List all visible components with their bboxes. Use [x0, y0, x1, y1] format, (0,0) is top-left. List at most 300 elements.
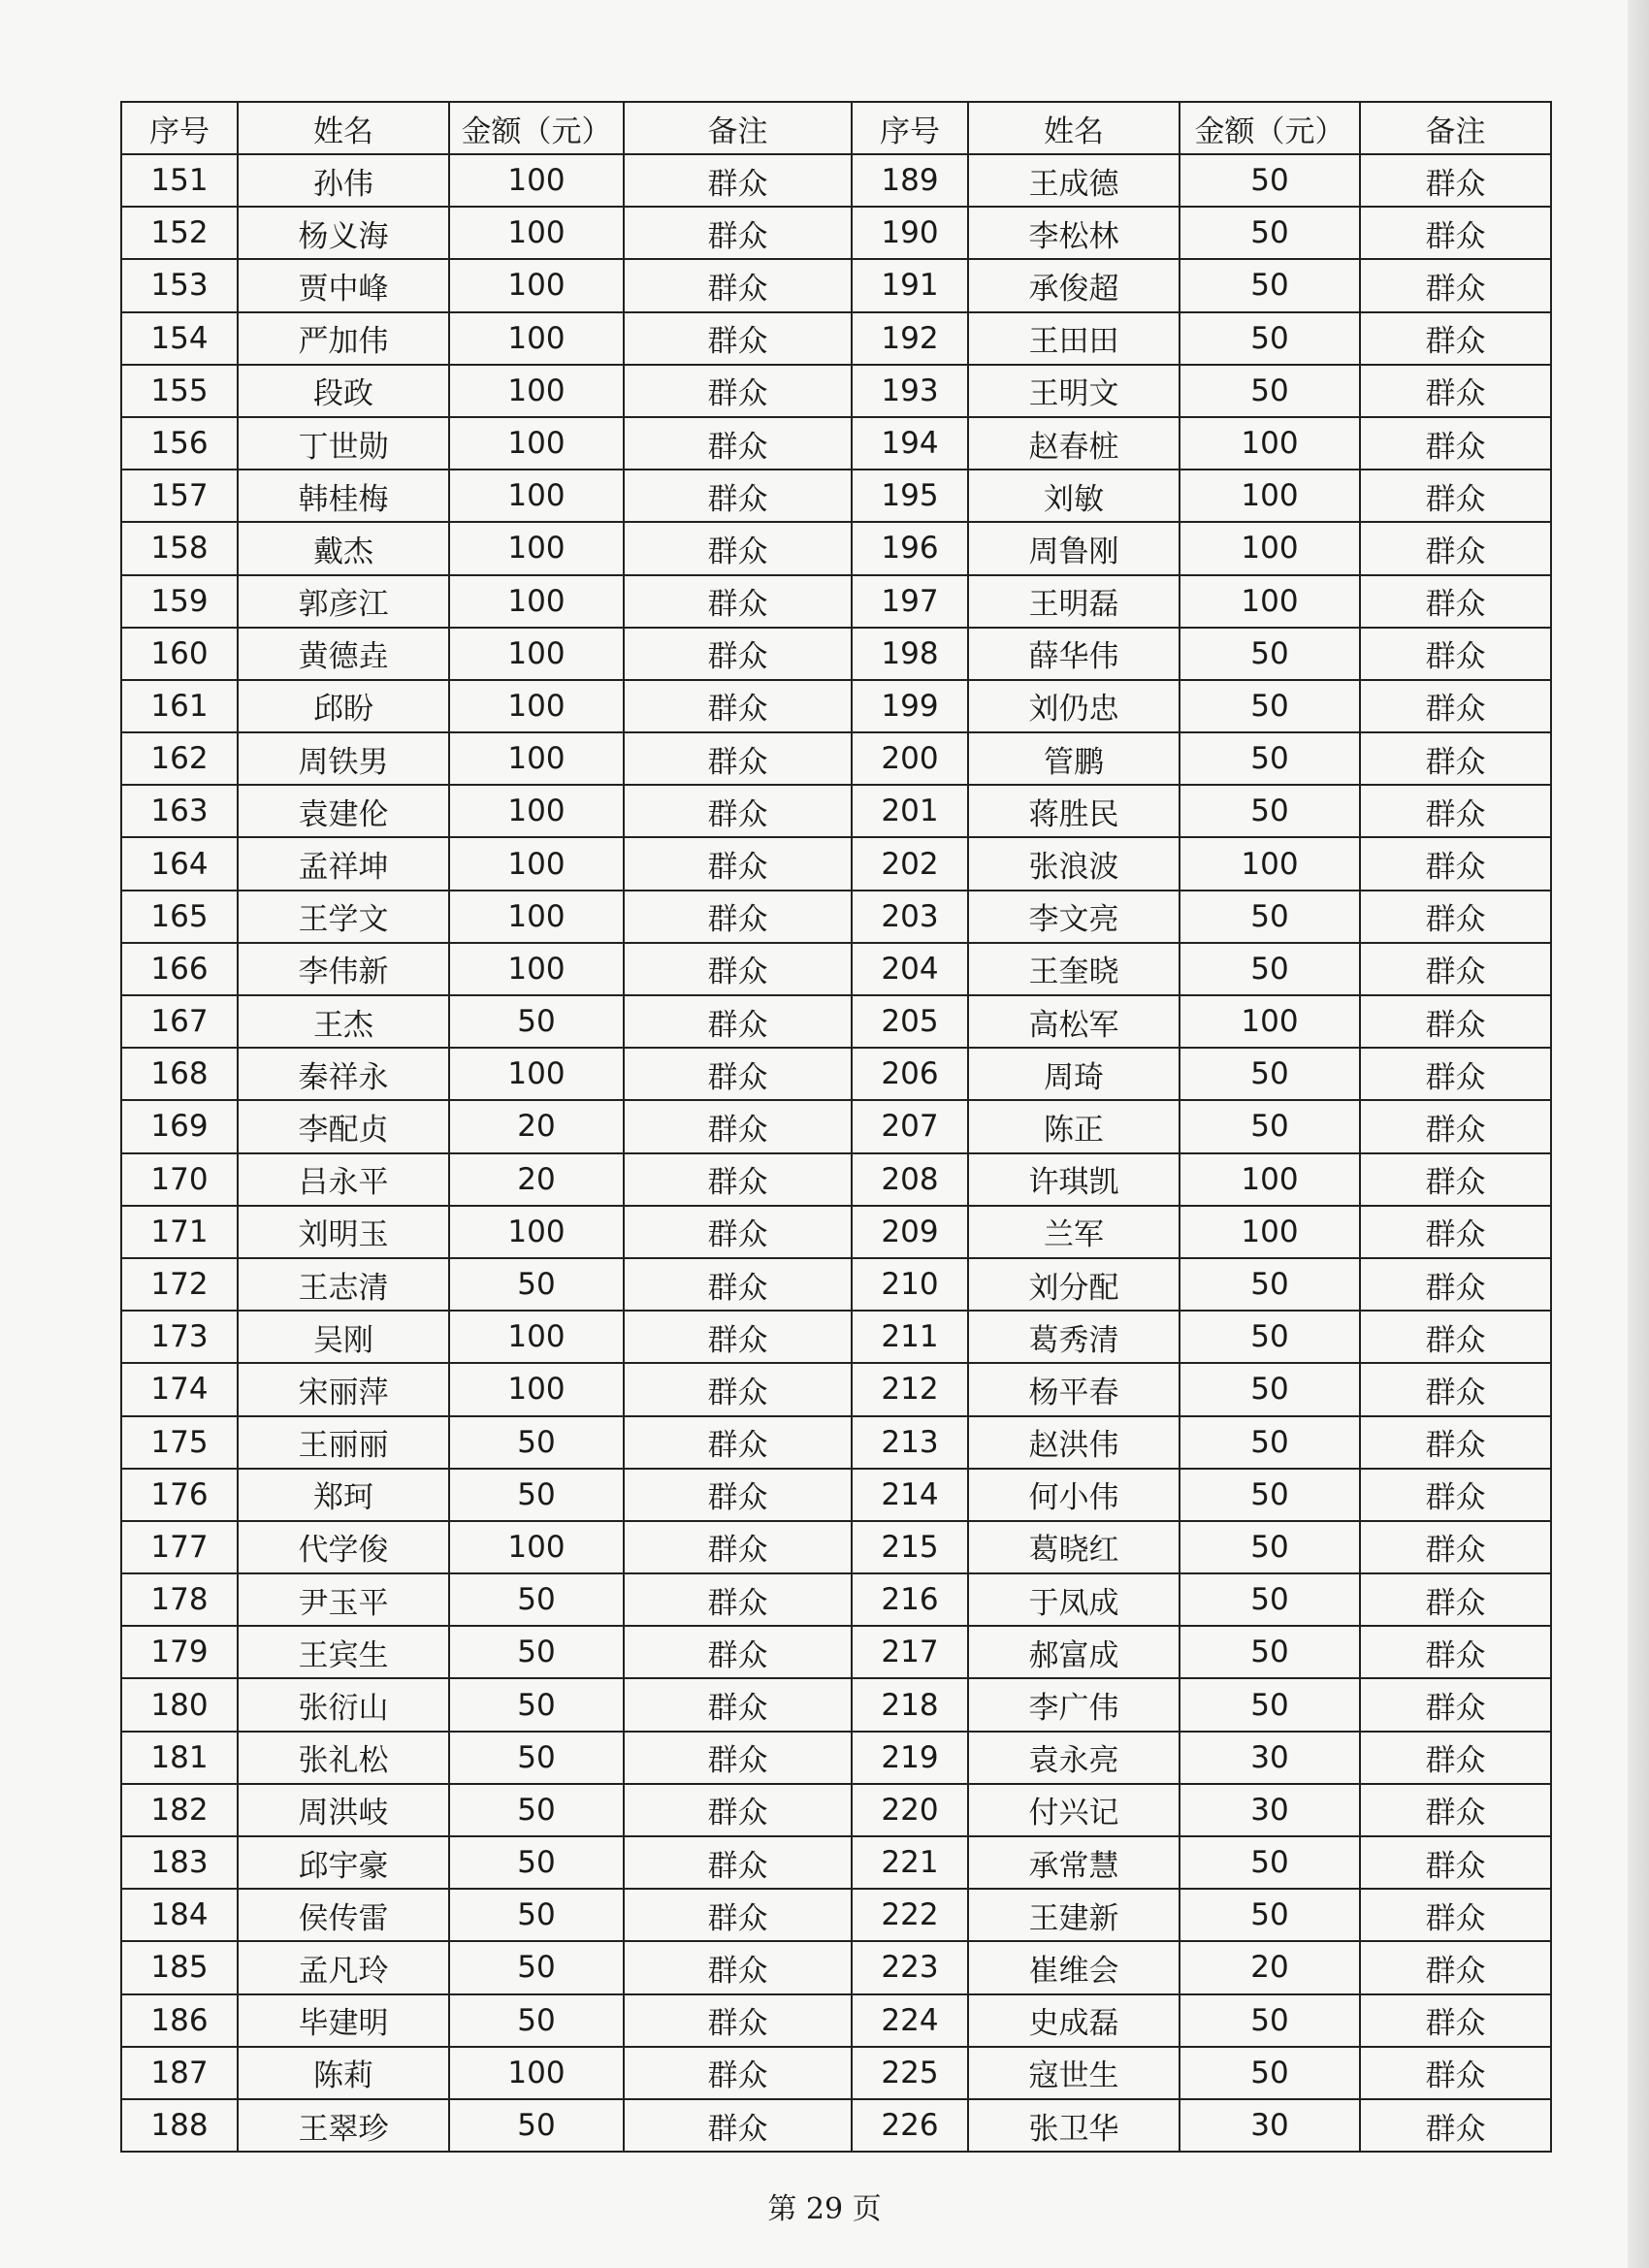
table-row — [121, 259, 1551, 311]
cell-index-left: 185 — [121, 1941, 238, 1993]
cell-name-left: 吴刚 — [238, 1311, 449, 1363]
cell-name-right: 高松军 — [968, 995, 1180, 1048]
table-row — [121, 207, 1551, 259]
cell-remark-left: 群众 — [624, 1153, 852, 1206]
cell-index-right: 207 — [852, 1100, 968, 1152]
cell-name-right: 张卫华 — [968, 2099, 1180, 2152]
cell-remark-left: 群众 — [624, 995, 852, 1048]
cell-name-left: 韩桂梅 — [238, 470, 449, 522]
cell-amount-right: 50 — [1180, 1521, 1360, 1573]
table-header-row — [121, 102, 1551, 154]
cell-name-right: 崔维会 — [968, 1941, 1180, 1993]
table-row — [121, 1521, 1551, 1573]
cell-index-right: 216 — [852, 1573, 968, 1626]
cell-name-right: 刘分配 — [968, 1258, 1180, 1311]
cell-index-left: 174 — [121, 1363, 238, 1415]
cell-remark-right: 群众 — [1360, 417, 1551, 470]
cell-name-right: 张浪波 — [968, 837, 1180, 890]
cell-amount-left: 50 — [449, 1994, 624, 2047]
cell-amount-right: 50 — [1180, 365, 1360, 417]
cell-index-right: 222 — [852, 1889, 968, 1941]
cell-remark-left: 群众 — [624, 943, 852, 995]
cell-amount-right: 50 — [1180, 1626, 1360, 1678]
cell-index-left: 157 — [121, 470, 238, 522]
cell-name-right: 王成德 — [968, 154, 1180, 207]
cell-remark-left: 群众 — [624, 2099, 852, 2152]
cell-name-right: 王田田 — [968, 312, 1180, 365]
table-row — [121, 1889, 1551, 1941]
table-row — [121, 1258, 1551, 1311]
cell-amount-left: 100 — [449, 628, 624, 680]
cell-amount-left: 100 — [449, 207, 624, 259]
cell-remark-right: 群众 — [1360, 837, 1551, 890]
cell-remark-right: 群众 — [1360, 1626, 1551, 1678]
cell-name-right: 李松林 — [968, 207, 1180, 259]
cell-index-right: 210 — [852, 1258, 968, 1311]
cell-amount-right: 50 — [1180, 1258, 1360, 1311]
cell-amount-left: 100 — [449, 1206, 624, 1258]
cell-name-left: 尹玉平 — [238, 1573, 449, 1626]
cell-index-right: 208 — [852, 1153, 968, 1206]
cell-remark-right: 群众 — [1360, 1994, 1551, 2047]
cell-name-right: 刘敏 — [968, 470, 1180, 522]
table-row — [121, 995, 1551, 1048]
table-row — [121, 943, 1551, 995]
cell-remark-right: 群众 — [1360, 1521, 1551, 1573]
cell-remark-left: 群众 — [624, 1206, 852, 1258]
table-body — [121, 154, 1551, 2152]
cell-amount-left: 50 — [449, 1416, 624, 1469]
cell-index-left: 159 — [121, 575, 238, 628]
cell-amount-right: 30 — [1180, 1732, 1360, 1784]
cell-name-left: 郭彦江 — [238, 575, 449, 628]
cell-name-right: 陈正 — [968, 1100, 1180, 1152]
cell-amount-left: 50 — [449, 1732, 624, 1784]
table-row — [121, 1100, 1551, 1152]
cell-name-left: 王杰 — [238, 995, 449, 1048]
cell-amount-right: 50 — [1180, 628, 1360, 680]
cell-index-right: 191 — [852, 259, 968, 311]
cell-index-right: 204 — [852, 943, 968, 995]
cell-name-left: 邱宇豪 — [238, 1836, 449, 1889]
cell-remark-right: 群众 — [1360, 2047, 1551, 2099]
cell-remark-right: 群众 — [1360, 575, 1551, 628]
cell-remark-right: 群众 — [1360, 154, 1551, 207]
cell-index-right: 197 — [852, 575, 968, 628]
cell-name-right: 郝富成 — [968, 1626, 1180, 1678]
cell-index-right: 195 — [852, 470, 968, 522]
cell-remark-left: 群众 — [624, 470, 852, 522]
cell-amount-right: 50 — [1180, 1573, 1360, 1626]
table-row — [121, 1048, 1551, 1100]
cell-index-left: 165 — [121, 891, 238, 943]
cell-index-left: 162 — [121, 732, 238, 785]
cell-amount-left: 100 — [449, 732, 624, 785]
cell-amount-left: 100 — [449, 154, 624, 207]
cell-amount-right: 100 — [1180, 995, 1360, 1048]
cell-amount-left: 50 — [449, 1258, 624, 1311]
cell-name-left: 黄德垚 — [238, 628, 449, 680]
cell-index-left: 178 — [121, 1573, 238, 1626]
cell-name-left: 代学俊 — [238, 1521, 449, 1573]
cell-amount-right: 50 — [1180, 1048, 1360, 1100]
cell-remark-left: 群众 — [624, 837, 852, 890]
cell-amount-right: 50 — [1180, 312, 1360, 365]
cell-amount-left: 20 — [449, 1153, 624, 1206]
cell-index-left: 188 — [121, 2099, 238, 2152]
cell-index-right: 225 — [852, 2047, 968, 2099]
cell-amount-left: 50 — [449, 1573, 624, 1626]
table-row — [121, 312, 1551, 365]
cell-index-left: 161 — [121, 680, 238, 732]
cell-remark-right: 群众 — [1360, 1206, 1551, 1258]
table-row — [121, 891, 1551, 943]
cell-remark-left: 群众 — [624, 1469, 852, 1521]
cell-name-left: 毕建明 — [238, 1994, 449, 2047]
cell-index-left: 182 — [121, 1784, 238, 1836]
cell-index-left: 152 — [121, 207, 238, 259]
table-row — [121, 837, 1551, 890]
cell-amount-left: 50 — [449, 995, 624, 1048]
cell-index-right: 202 — [852, 837, 968, 890]
table-row — [121, 1784, 1551, 1836]
cell-amount-left: 100 — [449, 365, 624, 417]
table-row — [121, 1626, 1551, 1678]
donation-table — [120, 101, 1552, 2153]
cell-index-left: 155 — [121, 365, 238, 417]
cell-index-left: 171 — [121, 1206, 238, 1258]
table-row — [121, 628, 1551, 680]
cell-name-left: 张衍山 — [238, 1678, 449, 1731]
cell-amount-right: 50 — [1180, 1836, 1360, 1889]
cell-remark-right: 群众 — [1360, 1363, 1551, 1415]
cell-amount-left: 100 — [449, 891, 624, 943]
cell-index-left: 167 — [121, 995, 238, 1048]
cell-name-left: 周铁男 — [238, 732, 449, 785]
cell-amount-right: 100 — [1180, 575, 1360, 628]
cell-name-right: 赵春桩 — [968, 417, 1180, 470]
cell-remark-left: 群众 — [624, 1732, 852, 1784]
cell-index-left: 183 — [121, 1836, 238, 1889]
header-index-right: 序号 — [852, 102, 968, 154]
cell-amount-left: 50 — [449, 1889, 624, 1941]
cell-name-left: 李伟新 — [238, 943, 449, 995]
cell-remark-left: 群众 — [624, 891, 852, 943]
cell-remark-right: 群众 — [1360, 628, 1551, 680]
table-row — [121, 1153, 1551, 1206]
cell-amount-right: 50 — [1180, 1889, 1360, 1941]
cell-remark-right: 群众 — [1360, 1469, 1551, 1521]
cell-remark-right: 群众 — [1360, 312, 1551, 365]
cell-amount-right: 50 — [1180, 207, 1360, 259]
cell-amount-right: 50 — [1180, 1100, 1360, 1152]
cell-name-right: 葛秀清 — [968, 1311, 1180, 1363]
cell-remark-left: 群众 — [624, 1416, 852, 1469]
cell-name-right: 王明磊 — [968, 575, 1180, 628]
cell-name-right: 何小伟 — [968, 1469, 1180, 1521]
cell-index-right: 203 — [852, 891, 968, 943]
cell-remark-left: 群众 — [624, 1311, 852, 1363]
page-number: 第 29 页 — [767, 2192, 882, 2226]
cell-amount-left: 100 — [449, 1048, 624, 1100]
cell-index-right: 192 — [852, 312, 968, 365]
cell-remark-left: 群众 — [624, 1836, 852, 1889]
cell-amount-right: 50 — [1180, 2047, 1360, 2099]
cell-remark-right: 群众 — [1360, 470, 1551, 522]
cell-index-right: 217 — [852, 1626, 968, 1678]
table-row — [121, 2099, 1551, 2152]
cell-index-right: 223 — [852, 1941, 968, 1993]
table-row — [121, 1941, 1551, 1993]
cell-index-left: 175 — [121, 1416, 238, 1469]
cell-amount-right: 50 — [1180, 259, 1360, 311]
cell-index-left: 153 — [121, 259, 238, 311]
cell-amount-right: 50 — [1180, 891, 1360, 943]
cell-name-left: 孟祥坤 — [238, 837, 449, 890]
cell-name-left: 王翠珍 — [238, 2099, 449, 2152]
cell-remark-right: 群众 — [1360, 259, 1551, 311]
cell-name-right: 管鹏 — [968, 732, 1180, 785]
cell-name-left: 周洪岐 — [238, 1784, 449, 1836]
cell-amount-left: 50 — [449, 1678, 624, 1731]
table-row — [121, 1836, 1551, 1889]
cell-name-right: 薛华伟 — [968, 628, 1180, 680]
cell-index-left: 187 — [121, 2047, 238, 2099]
cell-name-left: 王丽丽 — [238, 1416, 449, 1469]
cell-remark-right: 群众 — [1360, 1258, 1551, 1311]
table-row — [121, 1416, 1551, 1469]
cell-index-left: 170 — [121, 1153, 238, 1206]
table-row — [121, 1469, 1551, 1521]
cell-name-left: 戴杰 — [238, 522, 449, 574]
cell-remark-right: 群众 — [1360, 522, 1551, 574]
table-row — [121, 680, 1551, 732]
cell-amount-left: 100 — [449, 1363, 624, 1415]
cell-index-right: 205 — [852, 995, 968, 1048]
header-remark-left: 备注 — [624, 102, 852, 154]
cell-index-left: 154 — [121, 312, 238, 365]
table-row — [121, 1363, 1551, 1415]
cell-index-left: 176 — [121, 1469, 238, 1521]
cell-amount-right: 50 — [1180, 1311, 1360, 1363]
cell-amount-left: 100 — [449, 522, 624, 574]
cell-index-right: 190 — [852, 207, 968, 259]
cell-index-right: 220 — [852, 1784, 968, 1836]
cell-remark-right: 群众 — [1360, 1573, 1551, 1626]
cell-name-left: 秦祥永 — [238, 1048, 449, 1100]
cell-amount-right: 50 — [1180, 1416, 1360, 1469]
cell-name-left: 袁建伦 — [238, 785, 449, 837]
table-row — [121, 575, 1551, 628]
cell-name-right: 袁永亮 — [968, 1732, 1180, 1784]
cell-amount-right: 50 — [1180, 732, 1360, 785]
cell-amount-right: 30 — [1180, 1784, 1360, 1836]
cell-index-right: 193 — [852, 365, 968, 417]
cell-amount-left: 100 — [449, 312, 624, 365]
cell-name-left: 丁世勋 — [238, 417, 449, 470]
cell-amount-right: 100 — [1180, 522, 1360, 574]
cell-index-right: 213 — [852, 1416, 968, 1469]
header-remark-right: 备注 — [1360, 102, 1551, 154]
cell-name-right: 赵洪伟 — [968, 1416, 1180, 1469]
cell-amount-left: 50 — [449, 1784, 624, 1836]
cell-name-left: 王学文 — [238, 891, 449, 943]
cell-name-right: 寇世生 — [968, 2047, 1180, 2099]
cell-index-right: 198 — [852, 628, 968, 680]
cell-index-right: 226 — [852, 2099, 968, 2152]
cell-name-right: 杨平春 — [968, 1363, 1180, 1415]
cell-remark-left: 群众 — [624, 1363, 852, 1415]
cell-index-right: 219 — [852, 1732, 968, 1784]
page-edge-shadow — [1628, 0, 1649, 2268]
cell-amount-left: 50 — [449, 1836, 624, 1889]
cell-index-right: 211 — [852, 1311, 968, 1363]
cell-remark-left: 群众 — [624, 1941, 852, 1993]
cell-index-left: 180 — [121, 1678, 238, 1731]
cell-remark-left: 群众 — [624, 1889, 852, 1941]
cell-remark-left: 群众 — [624, 1521, 852, 1573]
table-row — [121, 417, 1551, 470]
cell-index-left: 181 — [121, 1732, 238, 1784]
cell-name-right: 周琦 — [968, 1048, 1180, 1100]
cell-remark-left: 群众 — [624, 1048, 852, 1100]
cell-index-right: 212 — [852, 1363, 968, 1415]
cell-name-right: 李广伟 — [968, 1678, 1180, 1731]
cell-remark-right: 群众 — [1360, 1048, 1551, 1100]
cell-name-right: 王奎晓 — [968, 943, 1180, 995]
cell-index-right: 215 — [852, 1521, 968, 1573]
cell-remark-left: 群众 — [624, 259, 852, 311]
cell-amount-left: 100 — [449, 943, 624, 995]
table-row — [121, 1678, 1551, 1731]
cell-remark-left: 群众 — [624, 1100, 852, 1152]
cell-remark-left: 群众 — [624, 207, 852, 259]
cell-remark-right: 群众 — [1360, 1311, 1551, 1363]
cell-remark-left: 群众 — [624, 628, 852, 680]
cell-index-left: 184 — [121, 1889, 238, 1941]
cell-remark-left: 群众 — [624, 417, 852, 470]
table-row — [121, 2047, 1551, 2099]
cell-amount-right: 50 — [1180, 1678, 1360, 1731]
cell-amount-left: 100 — [449, 785, 624, 837]
cell-amount-left: 50 — [449, 2099, 624, 2152]
cell-index-right: 218 — [852, 1678, 968, 1731]
cell-name-left: 王宾生 — [238, 1626, 449, 1678]
cell-name-left: 张礼松 — [238, 1732, 449, 1784]
table-row — [121, 1732, 1551, 1784]
cell-amount-left: 20 — [449, 1100, 624, 1152]
cell-name-left: 孟凡玲 — [238, 1941, 449, 1993]
cell-amount-right: 30 — [1180, 2099, 1360, 2152]
cell-name-right: 兰军 — [968, 1206, 1180, 1258]
cell-remark-right: 群众 — [1360, 785, 1551, 837]
cell-amount-left: 100 — [449, 417, 624, 470]
cell-name-right: 于凤成 — [968, 1573, 1180, 1626]
cell-remark-left: 群众 — [624, 1573, 852, 1626]
cell-index-left: 156 — [121, 417, 238, 470]
cell-index-right: 189 — [852, 154, 968, 207]
table-row — [121, 365, 1551, 417]
cell-name-left: 陈莉 — [238, 2047, 449, 2099]
cell-remark-left: 群众 — [624, 732, 852, 785]
cell-name-left: 王志清 — [238, 1258, 449, 1311]
table-row — [121, 1206, 1551, 1258]
cell-name-left: 吕永平 — [238, 1153, 449, 1206]
cell-remark-left: 群众 — [624, 154, 852, 207]
cell-index-left: 179 — [121, 1626, 238, 1678]
cell-index-left: 172 — [121, 1258, 238, 1311]
cell-remark-left: 群众 — [624, 2047, 852, 2099]
cell-amount-right: 100 — [1180, 417, 1360, 470]
cell-name-right: 许琪凯 — [968, 1153, 1180, 1206]
cell-amount-left: 100 — [449, 1521, 624, 1573]
header-amount-left: 金额（元） — [449, 102, 624, 154]
cell-name-right: 付兴记 — [968, 1784, 1180, 1836]
cell-remark-left: 群众 — [624, 680, 852, 732]
cell-amount-right: 50 — [1180, 785, 1360, 837]
cell-index-left: 186 — [121, 1994, 238, 2047]
cell-remark-right: 群众 — [1360, 1836, 1551, 1889]
cell-index-left: 160 — [121, 628, 238, 680]
cell-remark-right: 群众 — [1360, 1784, 1551, 1836]
cell-index-right: 196 — [852, 522, 968, 574]
cell-name-left: 宋丽萍 — [238, 1363, 449, 1415]
table-row — [121, 732, 1551, 785]
cell-amount-left: 100 — [449, 470, 624, 522]
cell-amount-left: 50 — [449, 1626, 624, 1678]
cell-amount-right: 50 — [1180, 1994, 1360, 2047]
table-row — [121, 1311, 1551, 1363]
cell-amount-left: 100 — [449, 2047, 624, 2099]
cell-remark-right: 群众 — [1360, 1153, 1551, 1206]
cell-amount-right: 100 — [1180, 1153, 1360, 1206]
cell-index-right: 214 — [852, 1469, 968, 1521]
cell-remark-right: 群众 — [1360, 1732, 1551, 1784]
cell-amount-left: 50 — [449, 1469, 624, 1521]
cell-amount-right: 100 — [1180, 1206, 1360, 1258]
table-row — [121, 1573, 1551, 1626]
cell-remark-right: 群众 — [1360, 680, 1551, 732]
cell-remark-right: 群众 — [1360, 1416, 1551, 1469]
cell-index-left: 166 — [121, 943, 238, 995]
cell-remark-right: 群众 — [1360, 1100, 1551, 1152]
cell-remark-left: 群众 — [624, 1678, 852, 1731]
header-amount-right: 金额（元） — [1180, 102, 1360, 154]
donation-table-container — [120, 101, 1550, 2153]
cell-amount-right: 50 — [1180, 1363, 1360, 1415]
cell-remark-right: 群众 — [1360, 365, 1551, 417]
cell-index-right: 209 — [852, 1206, 968, 1258]
cell-remark-left: 群众 — [624, 1258, 852, 1311]
cell-name-left: 杨义海 — [238, 207, 449, 259]
cell-name-left: 李配贞 — [238, 1100, 449, 1152]
cell-index-left: 177 — [121, 1521, 238, 1573]
cell-name-right: 周鲁刚 — [968, 522, 1180, 574]
cell-name-right: 李文亮 — [968, 891, 1180, 943]
cell-remark-right: 群众 — [1360, 995, 1551, 1048]
cell-index-right: 201 — [852, 785, 968, 837]
cell-name-right: 史成磊 — [968, 1994, 1180, 2047]
cell-remark-right: 群众 — [1360, 1678, 1551, 1731]
cell-index-right: 199 — [852, 680, 968, 732]
cell-name-right: 王建新 — [968, 1889, 1180, 1941]
cell-name-right: 刘仍忠 — [968, 680, 1180, 732]
cell-remark-left: 群众 — [624, 312, 852, 365]
cell-index-left: 168 — [121, 1048, 238, 1100]
cell-amount-left: 50 — [449, 1941, 624, 1993]
cell-remark-right: 群众 — [1360, 891, 1551, 943]
cell-remark-left: 群众 — [624, 575, 852, 628]
